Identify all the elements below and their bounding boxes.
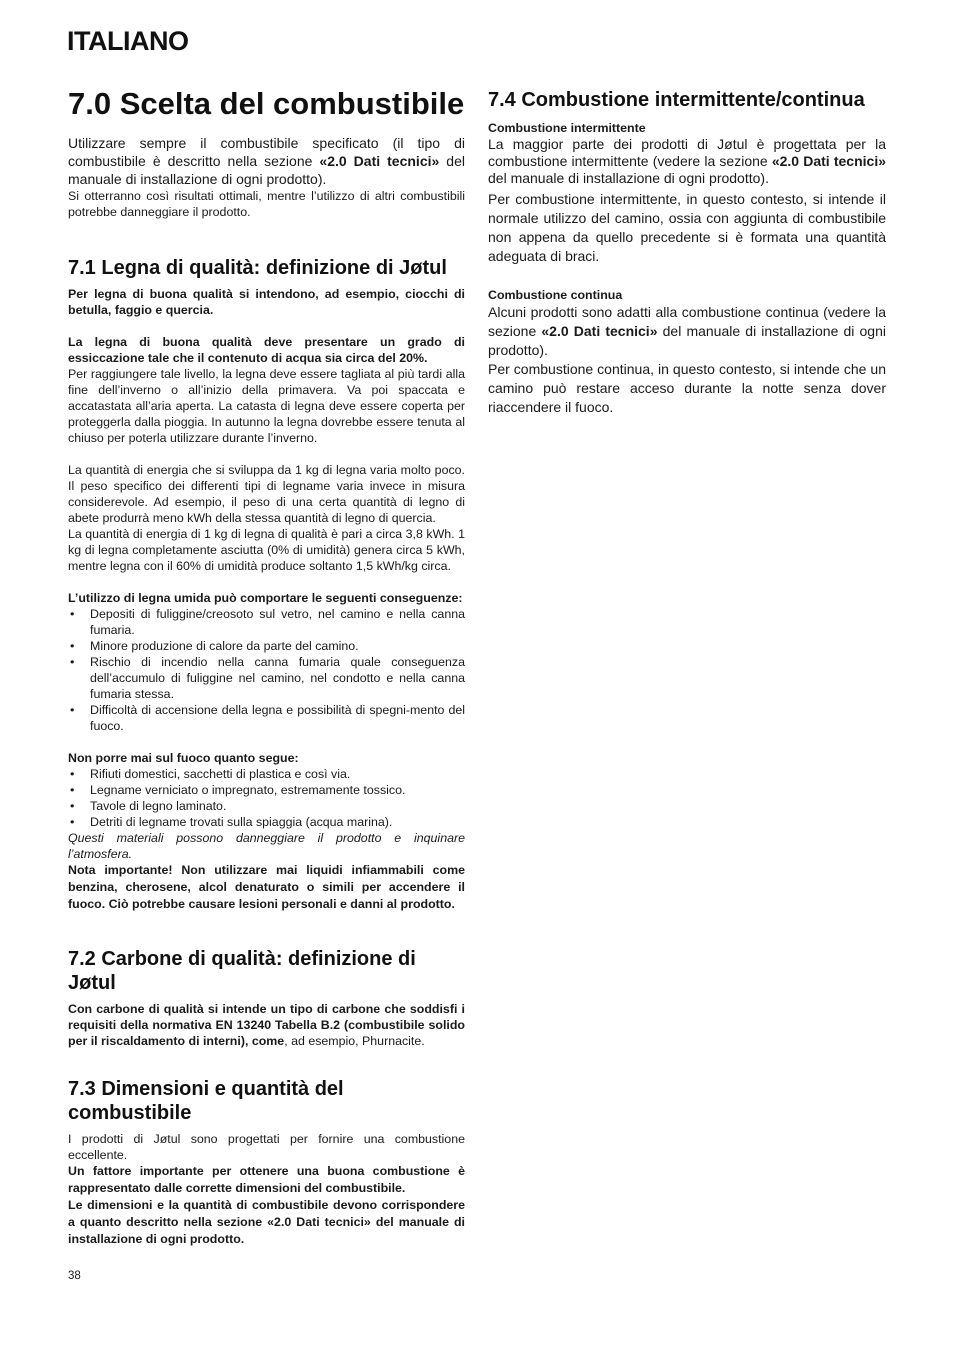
never-burn-list xyxy=(68,766,465,830)
intermittent-heading: Combustione intermittente xyxy=(488,121,646,135)
list-item: • Minore produzione di calore da parte del camino. xyxy=(68,638,465,654)
intermittent-reference: «2.0 Dati tecnici» xyxy=(771,153,886,169)
intro-paragraph-1: Utilizzare sempre il combustibile specificato (il tipo di combustibile è descritto nella sezione «2.0 Dati tecnici» del manuale di installazione di ogni prodotto). xyxy=(68,135,465,187)
continuous-paragraph-2: Per combustione continua, in questo contesto, si intende che un camino può restare acceso durante la notte senza dover riaccendere il fuoco. xyxy=(488,361,886,415)
right-column xyxy=(488,86,886,417)
list-item: • Depositi di fuliggine/creosoto sul vetro, nel camino e nella canna fumaria. xyxy=(68,606,465,638)
language-header: ITALIANO xyxy=(67,26,189,56)
section-7-1-title: 7.1 Legna di qualità: definizione di Jøtul xyxy=(68,257,447,279)
intro-paragraph-2: Si otterranno così risultati ottimali, mentre l’utilizzo di altri combustibili potrebbe danneggiare il prodotto. xyxy=(68,189,465,219)
page-title: 7.0 Scelta del combustibile xyxy=(68,86,465,121)
section-7-2-title: 7.2 Carbone di qualità: definizione di Jøtul xyxy=(68,948,416,994)
intermittent-paragraph-1: La maggior parte dei prodotti di Jøtul è progettata per la combustione intermittente (vedere la sezione «2.0 Dati tecnici» del manuale di installazione di ogni prodotto). xyxy=(488,136,886,186)
s73-paragraph-1: I prodotti di Jøtul sono progettati per fornire una combustione eccellente. xyxy=(68,1132,465,1162)
page-number: 38 xyxy=(68,1270,81,1282)
never-burn-heading: Non porre mai sul fuoco quanto segue: xyxy=(68,751,299,765)
continuous-reference: «2.0 Dati tecnici» xyxy=(541,323,658,339)
s71-paragraph-3: La quantità di energia di 1 kg di legna di qualità è pari a circa 3,8 kWh. 1 kg di legna completamente asciutta (0% di umidità) genera circa 5 kWh, mentre legna con il 60% di umidità produce soltanto 1,5 kWh/kg circa. xyxy=(68,527,465,573)
section-7-3-title: 7.3 Dimensioni e quantità del combustibile xyxy=(68,1078,344,1124)
intro-reference: «2.0 Dati tecnici» xyxy=(319,153,440,169)
list-item: • Difficoltà di accensione della legna e possibilità di spegni-mento del fuoco. xyxy=(68,702,465,734)
list-item: • Legname verniciato o impregnato, estremamente tossico. xyxy=(68,782,465,798)
s73-bold-2: Le dimensioni e la quantità di combustibile devono corrispondere a quanto descritto nella sezione «2.0 Dati tecnici» del manuale di installazione di ogni prodotto. xyxy=(68,1198,465,1246)
list-item: • Rischio di incendio nella canna fumaria quale conseguenza dell’accumulo di fuliggine nel camino, nel condotto e nella canna fumaria stessa. xyxy=(68,654,465,702)
continuous-paragraph-1: Alcuni prodotti sono adatti alla combustione continua (vedere la sezione «2.0 Dati tecnici» del manuale di installazione di ogni prodotto). xyxy=(488,304,886,358)
left-column xyxy=(68,86,465,1248)
intermittent-paragraph-2: Per combustione intermittente, in questo contesto, si intende il normale utilizzo del camino, ossia con aggiunta di combustibile non appena da quello precedente si è formata una quantità adeguata di braci. xyxy=(488,191,886,264)
list-item: • Rifiuti domestici, sacchetti di plastica e così via. xyxy=(68,766,465,782)
wet-wood-heading: L’utilizzo di legna umida può comportare le seguenti conseguenze: xyxy=(68,591,463,605)
s71-paragraph-1: Per raggiungere tale livello, la legna deve essere tagliata al più tardi alla fine dell’inverno o all’inizio della primavera. Va poi spaccata e accatastata all’aria aperta. La catasta di legna deve essere coperta per proteggerla dalla pioggia. In autunno la legna dovrebbe essere tenuta al chiuso per poterla utilizzare durante l’inverno. xyxy=(68,367,465,445)
s71-bold-2: La legna di buona qualità deve presentare un grado di essiccazione tale che il contenuto di acqua sia circa del 20%. xyxy=(68,335,465,365)
s71-italic-warning: Questi materiali possono danneggiare il prodotto e inquinare l’atmosfera. xyxy=(68,831,465,861)
continuous-heading: Combustione continua xyxy=(488,288,623,302)
list-item: • Tavole di legno laminato. xyxy=(68,798,465,814)
list-item: • Detriti di legname trovati sulla spiaggia (acqua marina). xyxy=(68,814,465,830)
wet-wood-list xyxy=(68,606,465,734)
s71-paragraph-2: La quantità di energia che si sviluppa da 1 kg di legna varia molto poco. Il peso specifico dei differenti tipi di legname varia invece in misura considerevole. Ad esempio, il peso di una certa quantità di legno di abete produrrà meno kWh della stessa quantità di legno di quercia. xyxy=(68,463,465,525)
s72-paragraph: Con carbone di qualità si intende un tipo di carbone che soddisfi i requisiti della normativa EN 13240 Tabella B.2 (combustibile solido per il riscaldamento di interni), come, ad esempio, Phurnacite. xyxy=(68,1002,465,1048)
s73-bold-1: Un fattore importante per ottenere una buona combustione è rappresentato dalle corrette dimensioni del combustibile. xyxy=(68,1164,465,1195)
s71-important-note: Nota importante! Non utilizzare mai liquidi infiammabili come benzina, cherosene, alcol denaturato o simili per accendere il fuoco. Ciò potrebbe causare lesioni personali e danni al prodotto. xyxy=(68,863,465,911)
section-7-4-title: 7.4 Combustione intermittente/continua xyxy=(488,89,865,111)
s71-bold-1: Per legna di buona qualità si intendono, ad esempio, ciocchi di betulla, faggio e quercia. xyxy=(68,287,465,317)
